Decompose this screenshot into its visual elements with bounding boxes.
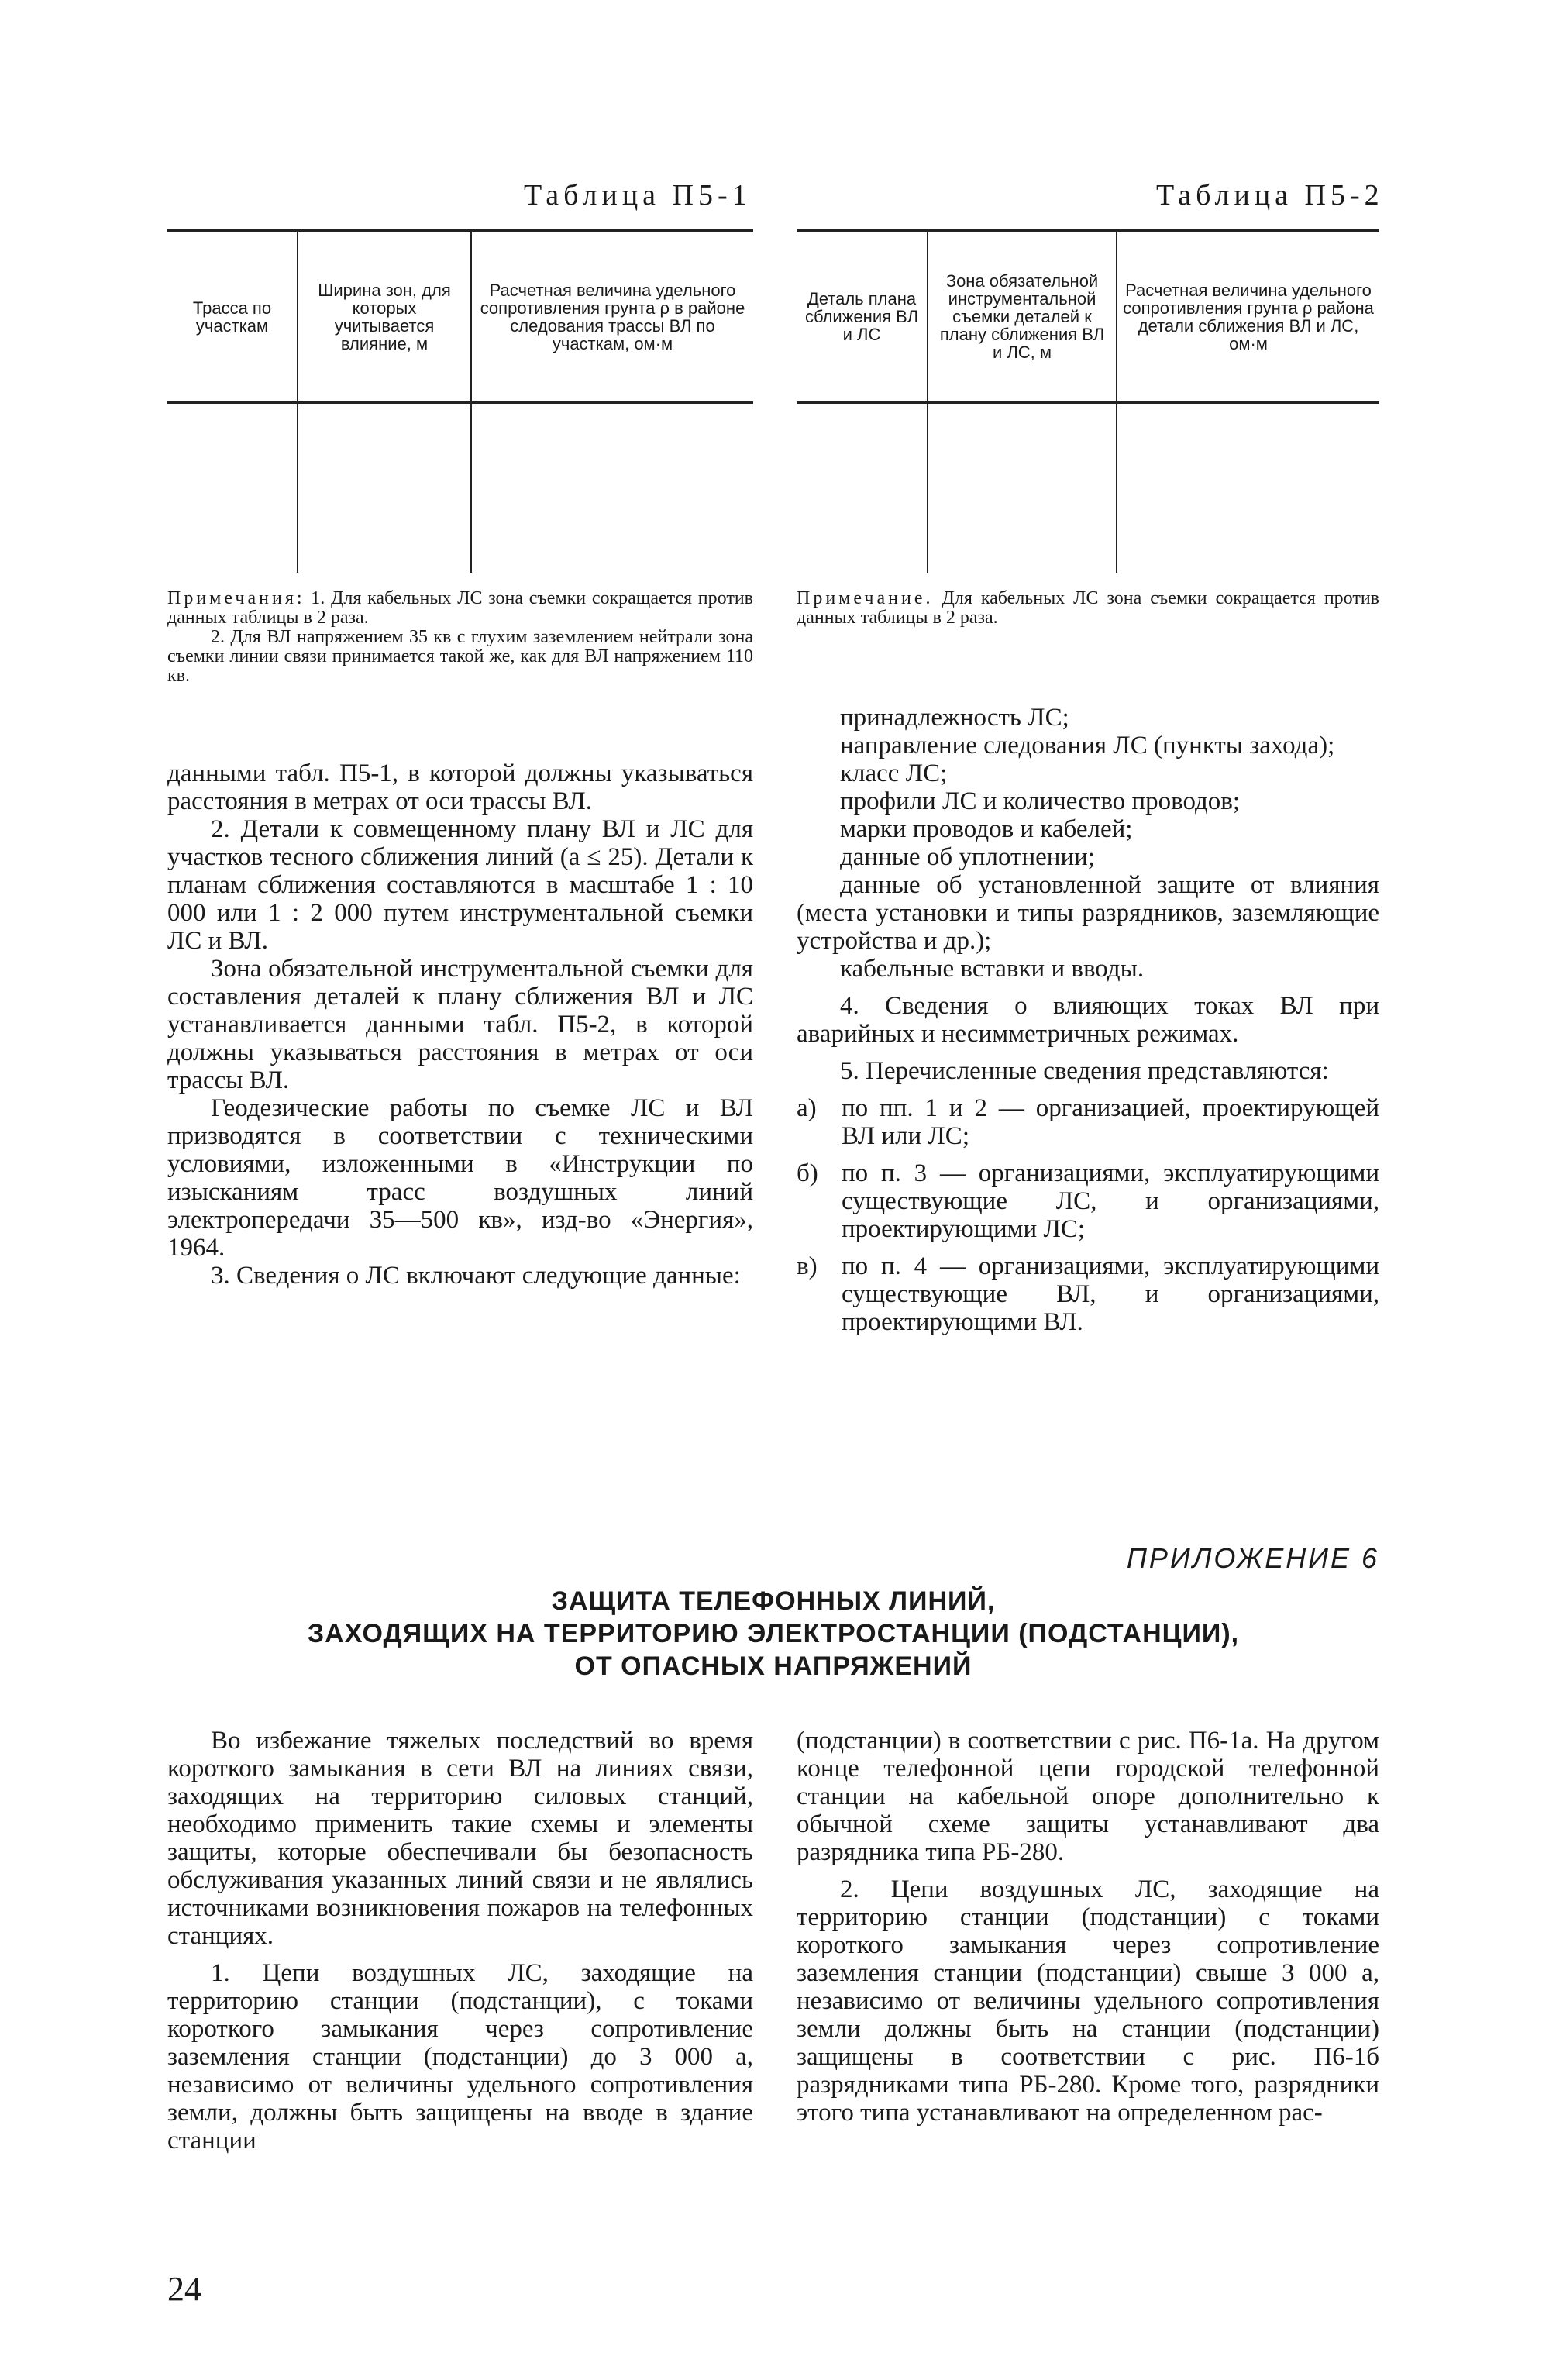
table1-notes-label: Примечания:: [167, 588, 305, 608]
sub-item-b: [797, 1159, 1379, 1243]
table1-cell: [167, 403, 298, 573]
table1-caption: Таблица П5-1: [524, 179, 752, 212]
sub-item-c: [797, 1252, 1379, 1336]
sub-item-a: [797, 1094, 1379, 1150]
section-title-line-3: ОТ ОПАСНЫХ НАПРЯЖЕНИЙ: [574, 1652, 972, 1681]
table1-note-1: 1. Для кабельных ЛС зона съемки сокращается против данных таблицы в 2 раза.: [167, 588, 753, 628]
sub-item-text: по пп. 1 и 2 — организацией, проектирующей ВЛ или ЛС;: [842, 1094, 1379, 1150]
table2-note: [797, 589, 1379, 628]
table1-cell: [298, 403, 471, 573]
table2-caption: Таблица П5-2: [1156, 179, 1384, 212]
sub-item-label: в): [797, 1252, 818, 1280]
table1: [167, 229, 753, 573]
section-title-line-1: ЗАЩИТА ТЕЛЕФОННЫХ ЛИНИЙ,: [551, 1586, 996, 1616]
left-column: [167, 759, 753, 1290]
list-item: принадлежность ЛС;: [840, 704, 1069, 732]
table1-cell: [471, 403, 753, 573]
table1-note-2: 2. Для ВЛ напряжением 35 кв с глухим заземлением нейтрали зона съемки линии связи принимается такой же, как для ВЛ напряжением 110 кв.: [167, 627, 753, 686]
left-para-1: данными табл. П5-1, в которой должны указываться расстояния в метрах от оси трассы ВЛ.: [167, 759, 753, 815]
section-title-line-2: ЗАХОДЯЩИХ НА ТЕРРИТОРИЮ ЭЛЕКТРОСТАНЦИИ (ПОДСТАНЦИИ),: [307, 1619, 1240, 1648]
list-item: профили ЛС и количество проводов;: [840, 787, 1241, 815]
left-para-3: Зона обязательной инструментальной съемки для составления деталей к плану сближения ВЛ и ЛС устанавливается данными табл. П5-2, в которой должны указываться расстояния в метрах от оси трассы ВЛ.: [167, 955, 753, 1094]
sub-item-text: по п. 4 — организациями, эксплуатирующими существующие ВЛ, и организациями, проектирующими ВЛ.: [842, 1252, 1379, 1336]
table2-header-resistivity: Расчетная величина удельного сопротивления грунта ρ района детали сближения ВЛ и ЛС, ом·м: [1117, 231, 1379, 403]
right-para-4: 4. Сведения о влияющих токах ВЛ при аварийных и несимметричных режимах.: [797, 992, 1379, 1048]
bottom-right-column: [797, 1727, 1379, 2127]
bottom-left-column: [167, 1727, 753, 2154]
table2: [797, 229, 1379, 573]
table1-header-resistivity: Расчетная величина удельного сопротивления грунта ρ в районе следования трассы ВЛ по участкам, ом·м: [471, 231, 753, 403]
table1-notes: [167, 589, 753, 686]
table2-cell: [1117, 403, 1379, 573]
table2-note-text: Для кабельных ЛС зона съемки сокращается против данных таблицы в 2 раза.: [797, 588, 1380, 628]
left-para-2: 2. Детали к совмещенному плану ВЛ и ЛС для участков тесного сближения линий (a ≤ 25). Детали к планам сближения составляются в масштабе 1 : 10 000 или 1 : 2 000 путем инструментальной съемки ЛС и ВЛ.: [167, 815, 753, 955]
page-number: 24: [167, 2270, 201, 2308]
list-item: марки проводов и кабелей;: [840, 815, 1133, 843]
table1-header-zone-width: Ширина зон, для которых учитывается влияние, м: [298, 231, 471, 403]
section-title: [167, 1585, 1379, 1683]
table1-header-route: Трасса по участкам: [192, 298, 272, 336]
right-column: [797, 704, 1379, 1336]
bottom-left-para-1: Во избежание тяжелых последствий во время короткого замыкания в сети ВЛ на линиях связи, заходящих на территорию силовых станций, необходимо применить такие схемы и элементы защиты, которые обеспечивали бы безопасность обслуживания указанных линий связи и не являлись источниками возникновения пожаров на телефонных станциях.: [167, 1727, 753, 1950]
bottom-right-para-2: 2. Цепи воздушных ЛС, заходящие на территорию станции (подстанции) с токами короткого замыкания через сопротивление заземления станции (подстанции) свыше 3 000 а, независимо от величины удельного сопротивления земли должны быть на станции (подстанции) защищены в соответствии с рис. П6-1б разрядниками типа РБ-280. Кроме того, разрядники этого типа устанавливают на определенном рас-: [797, 1875, 1379, 2127]
table2-note-label: Примечание.: [797, 588, 934, 608]
sub-item-text: по п. 3 — организациями, эксплуатирующими существующие ЛС, и организациями, проектирующими ЛС;: [842, 1159, 1379, 1243]
list-item: класс ЛС;: [840, 759, 948, 787]
list-item: направление следования ЛС (пункты захода);: [840, 732, 1335, 759]
right-para-5: 5. Перечисленные сведения представляются:: [840, 1057, 1329, 1085]
bottom-left-para-2: 1. Цепи воздушных ЛС, заходящие на территорию станции (подстанции), с токами короткого замыкания через сопротивление заземления станции (подстанции) до 3 000 а, независимо от величины удельного сопротивления земли, должны быть защищены на вводе в здание станции: [167, 1959, 753, 2154]
left-para-4: Геодезические работы по съемке ЛС и ВЛ призводятся в соответствии с техническими условиями, изложенными в «Инструкции по изысканиям трасс воздушных линий электропередачи 35—500 кв», изд-во «Энергия», 1964.: [167, 1094, 753, 1262]
list-item: данные об установленной защите от влияния (места установки и типы разрядников, заземляющие устройства и др.);: [797, 871, 1379, 955]
sub-item-label: а): [797, 1094, 817, 1122]
table2-cell: [797, 403, 928, 573]
list-item: кабельные вставки и вводы.: [840, 955, 1145, 983]
bottom-right-para-1: (подстанции) в соответствии с рис. П6-1а. На другом конце телефонной цепи городской телефонной станции на кабельной опоре дополнительно к обычной схеме защиты устанавливают два разрядника типа РБ-280.: [797, 1727, 1379, 1866]
appendix-label: ПРИЛОЖЕНИЕ 6: [1126, 1542, 1379, 1574]
table2-header-zone: Зона обязательной инструментальной съемки деталей к плану сближения ВЛ и ЛС, м: [928, 231, 1117, 403]
table2-header-detail: Деталь плана сближения ВЛ и ЛС: [804, 289, 919, 344]
table2-cell: [928, 403, 1117, 573]
sub-item-label: б): [797, 1159, 818, 1187]
list-item: данные об уплотнении;: [840, 843, 1095, 871]
left-para-5: 3. Сведения о ЛС включают следующие данные:: [211, 1262, 741, 1290]
